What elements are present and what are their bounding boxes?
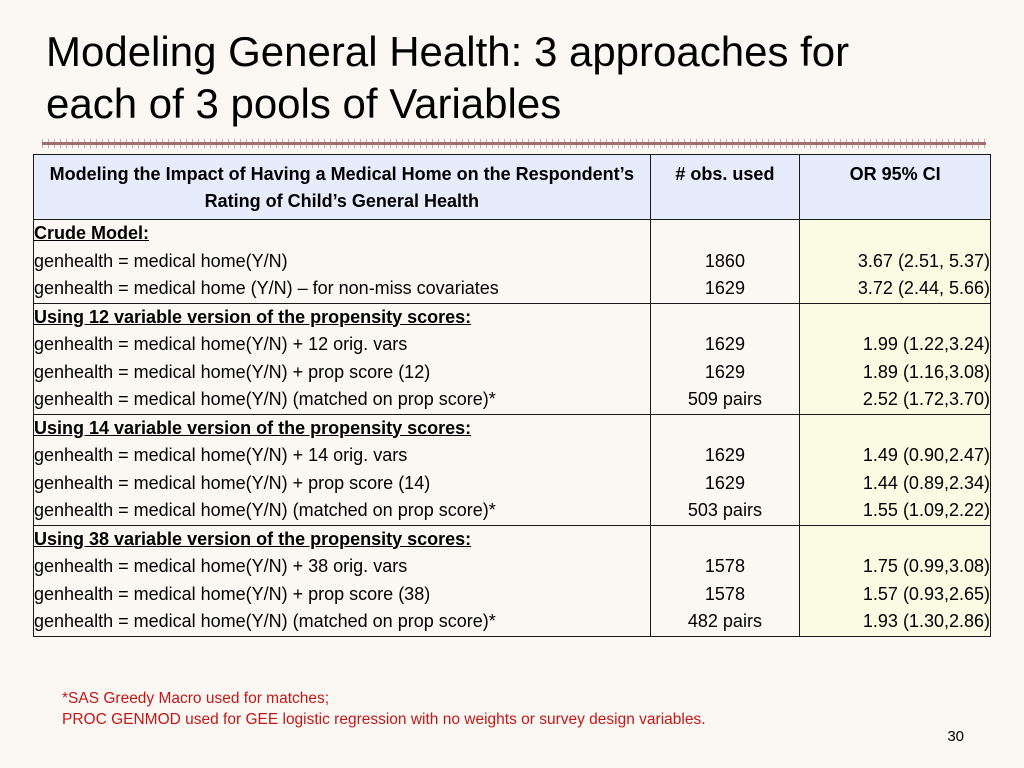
or-ci-cell (800, 414, 991, 525)
section-title: Using 38 variable version of the propensity scores: (34, 528, 472, 549)
model-formula: genhealth = medical home(Y/N) + 38 orig. vars (34, 556, 408, 576)
or-ci-value: 3.67 (2.51, 5.37) (857, 250, 990, 271)
table-body (34, 220, 991, 637)
header-obs-used: # obs. used (650, 155, 800, 220)
slide-title-line-2: each of 3 pools of Variables (46, 80, 562, 127)
obs-used-cell (650, 220, 800, 304)
results-table (33, 154, 991, 637)
header-or-ci: OR 95% CI (800, 155, 991, 220)
obs-used-value: 503 pairs (687, 500, 762, 520)
slide-title-line-1: Modeling General Health: 3 approaches for (46, 28, 850, 75)
page-number: 30 (947, 728, 964, 745)
section-title: Crude Model: (34, 223, 149, 243)
obs-used-value: 1629 (704, 361, 745, 382)
obs-used-value: 1629 (704, 445, 745, 465)
obs-used-value: 1629 (704, 472, 745, 493)
model-formula: genhealth = medical home(Y/N) + prop score (38) (34, 583, 431, 604)
or-ci-value: 1.99 (1.22,3.24) (862, 334, 990, 354)
model-formula: genhealth = medical home(Y/N) (matched on prop score)* (34, 389, 496, 409)
model-formula: genhealth = medical home(Y/N) + prop score (14) (34, 472, 431, 493)
or-ci-cell (800, 525, 991, 636)
model-description-cell (34, 303, 651, 414)
or-ci-value: 1.49 (0.90,2.47) (862, 445, 990, 465)
table-section-row (34, 414, 991, 525)
or-ci-value: 1.89 (1.16,3.08) (862, 361, 990, 382)
or-ci-cell (800, 303, 991, 414)
obs-used-value: 482 pairs (687, 611, 762, 631)
or-ci-value: 1.55 (1.09,2.22) (862, 500, 990, 520)
footnote-line-1: *SAS Greedy Macro used for matches; (62, 690, 330, 707)
or-ci-cell (800, 220, 991, 304)
or-ci-value: 1.93 (1.30,2.86) (862, 611, 990, 631)
obs-used-value: 509 pairs (687, 389, 762, 409)
or-ci-value: 1.44 (0.89,2.34) (862, 472, 990, 493)
table-section-row (34, 525, 991, 636)
obs-used-cell (650, 414, 800, 525)
model-description-cell (34, 220, 651, 304)
table-section-row (34, 303, 991, 414)
header-description: Modeling the Impact of Having a Medical Home on the Respondent’s Rating of Child’s General Health (34, 155, 651, 220)
model-description-cell (34, 525, 651, 636)
model-formula: genhealth = medical home(Y/N) + prop score (12) (34, 361, 431, 382)
obs-used-value: 1578 (704, 556, 745, 576)
obs-used-cell (650, 525, 800, 636)
model-formula: genhealth = medical home(Y/N) (34, 250, 288, 271)
model-formula: genhealth = medical home(Y/N) + 12 orig. vars (34, 334, 408, 354)
obs-used-value: 1578 (704, 583, 745, 604)
footnote-line-2: PROC GENMOD used for GEE logistic regression with no weights or survey design variables. (62, 711, 706, 728)
model-formula: genhealth = medical home(Y/N) (matched on prop score)* (34, 611, 496, 631)
model-formula: genhealth = medical home (Y/N) – for non-miss covariates (34, 278, 499, 298)
or-ci-value: 1.75 (0.99,3.08) (862, 556, 990, 576)
or-ci-value: 2.52 (1.72,3.70) (862, 389, 990, 409)
section-title: Using 14 variable version of the propensity scores: (34, 417, 472, 438)
obs-used-cell (650, 303, 800, 414)
section-title: Using 12 variable version of the propensity scores: (34, 306, 472, 327)
model-description-cell (34, 414, 651, 525)
table-header-row (34, 155, 991, 220)
footnote (62, 688, 706, 730)
or-ci-value: 1.57 (0.93,2.65) (862, 583, 990, 604)
or-ci-value: 3.72 (2.44, 5.66) (857, 278, 990, 298)
obs-used-value: 1860 (704, 250, 745, 271)
obs-used-value: 1629 (704, 278, 745, 298)
slide-title (46, 26, 986, 130)
model-formula: genhealth = medical home(Y/N) (matched on prop score)* (34, 500, 496, 520)
table-section-row (34, 220, 991, 304)
model-formula: genhealth = medical home(Y/N) + 14 orig. vars (34, 445, 408, 465)
obs-used-value: 1629 (704, 334, 745, 354)
